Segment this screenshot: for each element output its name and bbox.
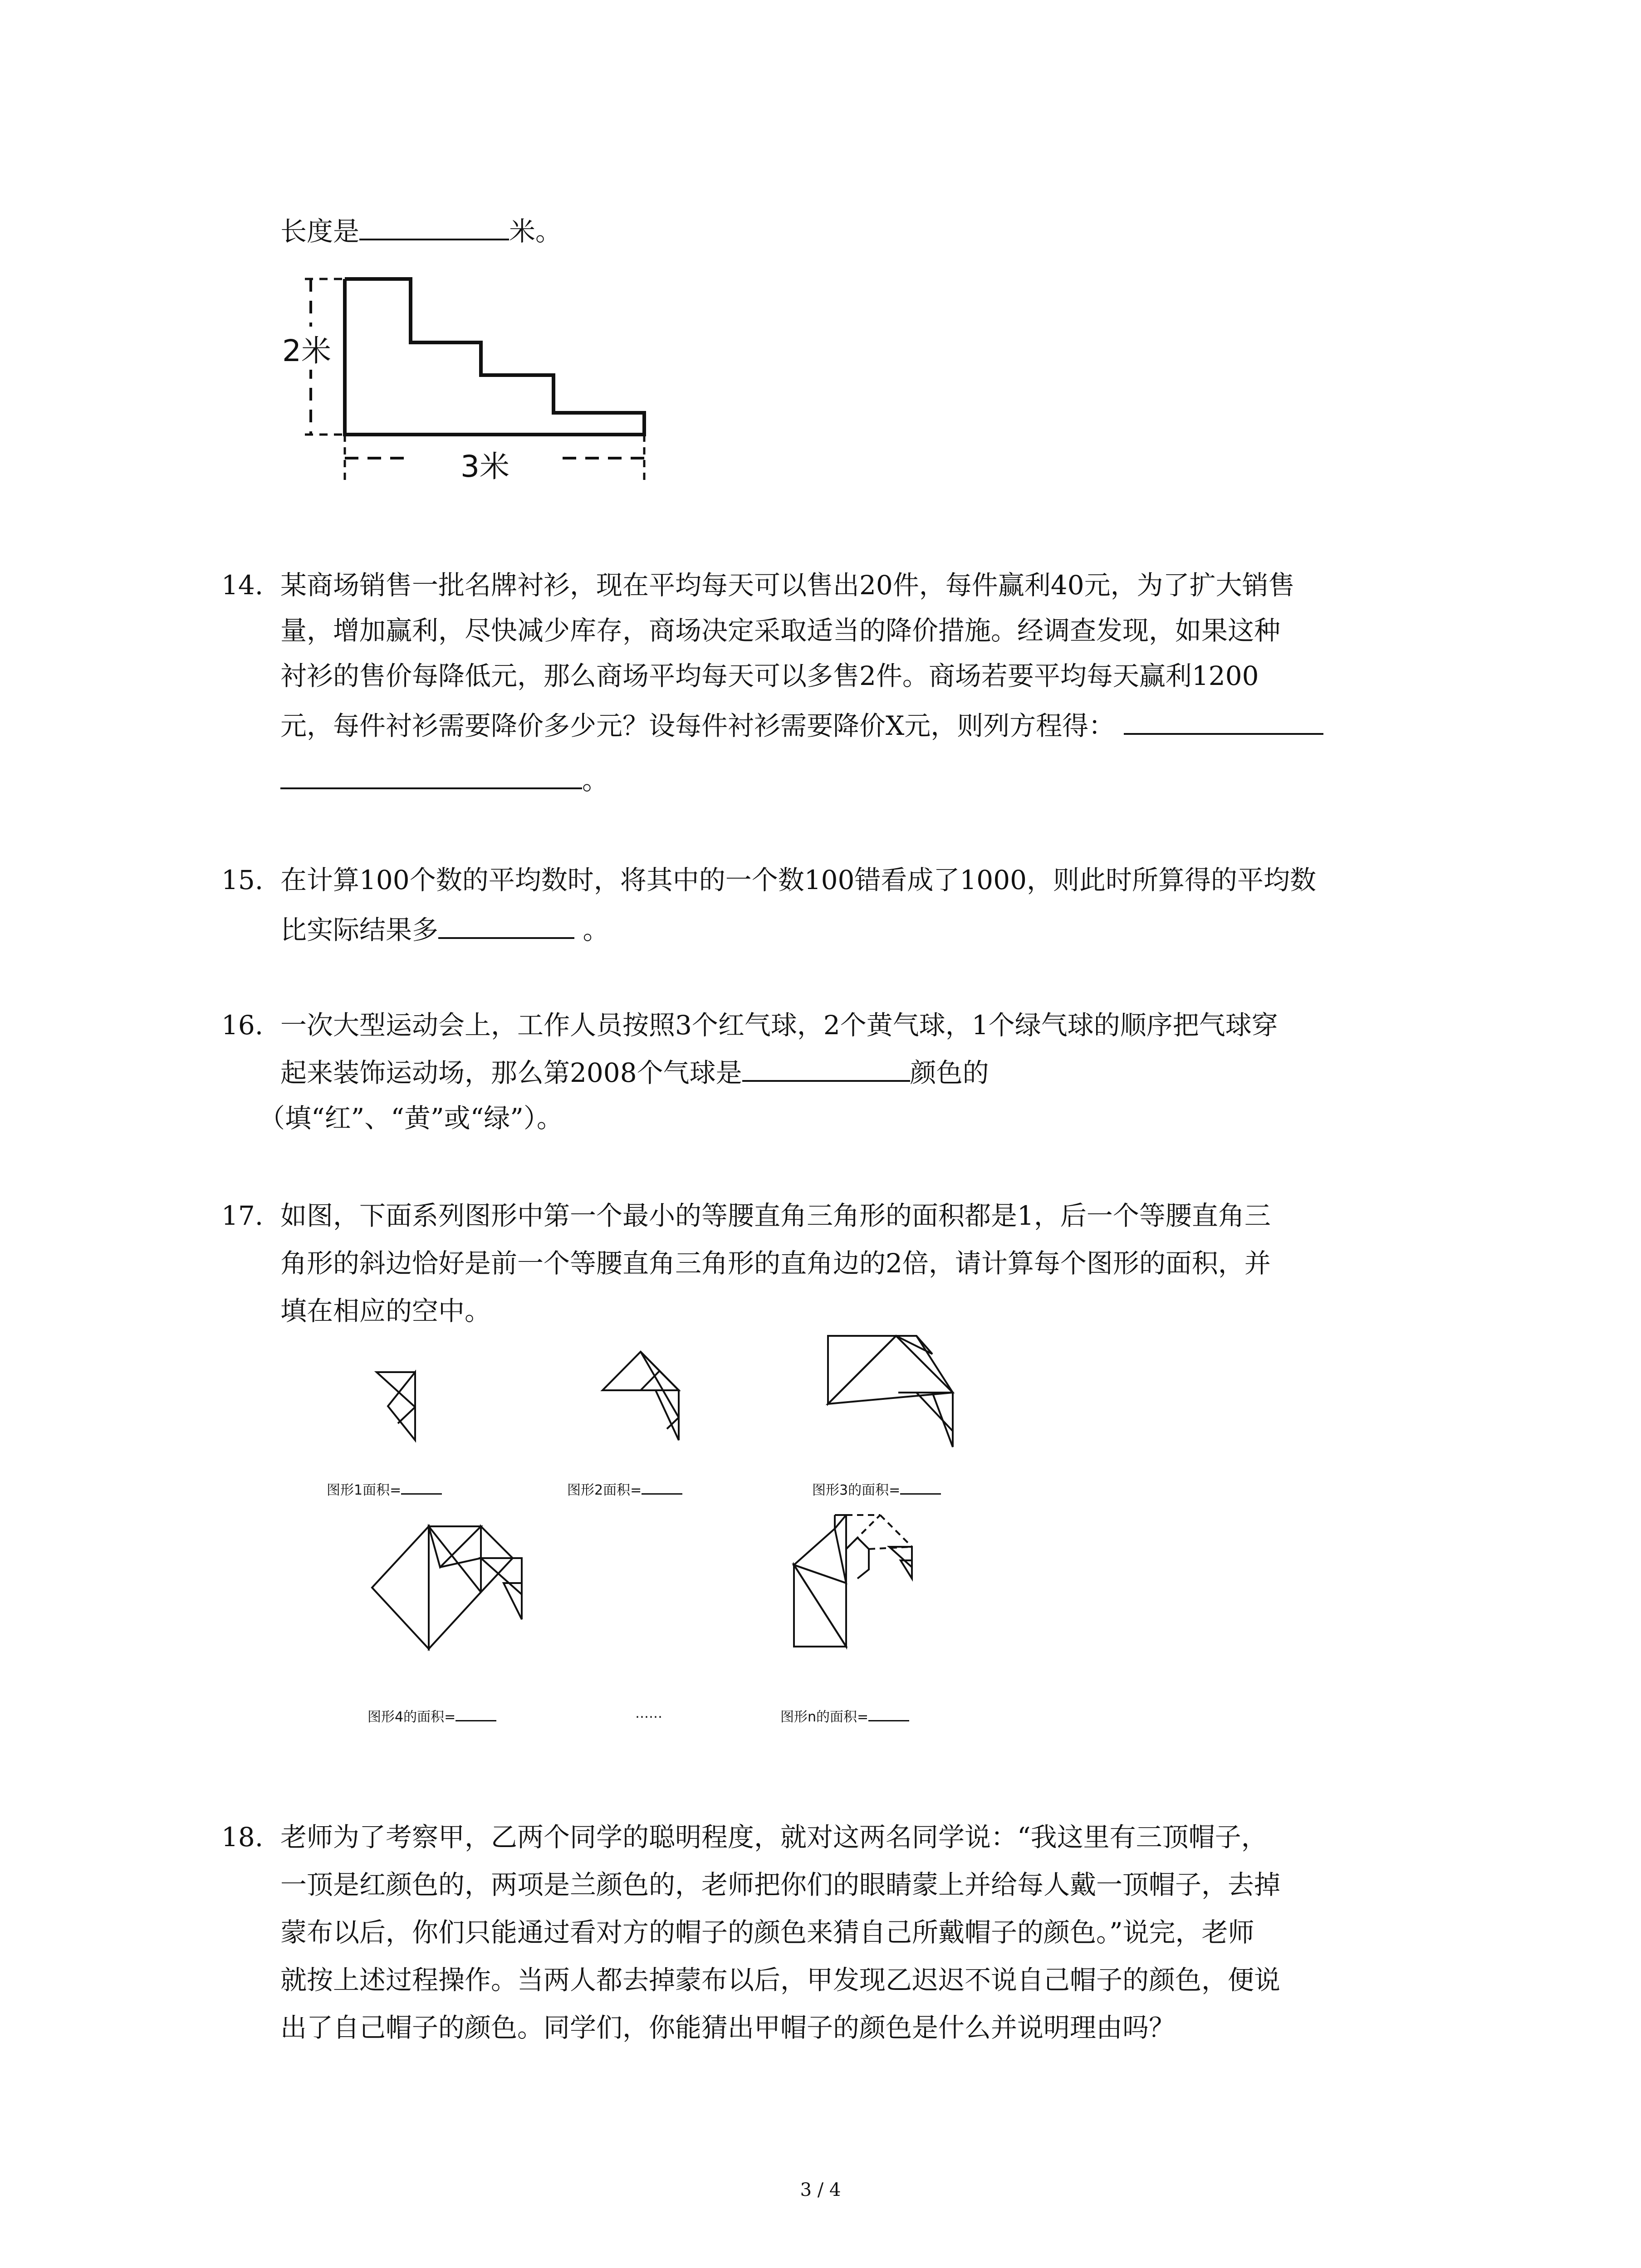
q14-line-3: 衬衫的售价每降低元，那么商场平均每天可以多售2件。商场若要平均每天赢利1200 [280, 660, 1259, 691]
q14-answer-blank-2[interactable] [280, 765, 582, 789]
q14-answer-blank-1[interactable] [1124, 710, 1323, 735]
figure-2-caption-text: 图形2面积= [567, 1482, 642, 1498]
q14-line-4-text: 元，每件衬衫需要降价多少元？设每件衬衫需要降价X元，则列方程得： [280, 710, 1115, 741]
q16-number: 16. [221, 1010, 264, 1041]
staircase-outline [345, 279, 644, 435]
q15-line-1: 在计算100个数的平均数时，将其中的一个数100错看成了1000，则此时所算得的平均数 [280, 865, 1317, 895]
q15-line-2-text: 比实际结果多 [280, 914, 439, 945]
figure-n-blank[interactable] [868, 1707, 909, 1721]
figure-n [789, 1510, 935, 1651]
q16-line-2 [280, 1055, 989, 1091]
figure-1 [372, 1370, 426, 1442]
q13-text-before: 长度是 [280, 216, 360, 247]
q14-end: 。 [582, 765, 609, 796]
q14-line-5 [280, 762, 608, 798]
q13-text-after: 米。 [509, 216, 562, 247]
figure-2-caption [567, 1479, 682, 1499]
q15-end: 。 [583, 914, 609, 945]
figure-4-caption-text: 图形4的面积= [367, 1709, 456, 1725]
figure-n-caption-text: 图形n的面积= [780, 1709, 869, 1725]
figure-2-blank[interactable] [642, 1481, 682, 1495]
figure-1-caption-text: 图形1面积= [327, 1482, 402, 1498]
figure-2 [599, 1349, 690, 1442]
q17-line-3: 填在相应的空中。 [280, 1295, 491, 1326]
figure-4-blank[interactable] [456, 1707, 496, 1721]
figure-3-blank[interactable] [900, 1481, 941, 1495]
figure-3-caption-text: 图形3的面积= [812, 1482, 901, 1498]
q14-line-1: 某商场销售一批名牌衬衫，现在平均每天可以售出20件，每件赢利40元，为了扩大销售 [280, 570, 1295, 601]
figure-1-blank[interactable] [401, 1481, 442, 1495]
page-number: 3 / 4 [800, 2180, 841, 2200]
q16-line-2-end: 颜色的 [910, 1057, 989, 1088]
figure-3 [826, 1331, 962, 1449]
q15-number: 15. [221, 865, 264, 895]
q17-line-2: 角形的斜边恰好是前一个等腰直角三角形的直角边的2倍，请计算每个图形的面积，并 [280, 1248, 1271, 1279]
q15-answer-blank[interactable] [438, 914, 574, 939]
q16-line-1: 一次大型运动会上，工作人员按照3个红气球，2个黄气球，1个绿气球的顺序把气球穿 [280, 1010, 1278, 1041]
figure-n-caption [780, 1706, 909, 1725]
q17-number: 17. [221, 1200, 264, 1231]
figure-ellipsis: …… [635, 1706, 662, 1721]
figure-4 [372, 1524, 526, 1651]
width-label: 3米 [460, 449, 509, 484]
q18-line-3: 蒙布以后，你们只能通过看对方的帽子的颜色来猜自己所戴帽子的颜色。”说完，老师 [280, 1917, 1254, 1948]
q14-line-4 [280, 708, 1323, 744]
figure-1-caption [327, 1479, 442, 1499]
q18-number: 18. [221, 1822, 264, 1853]
q16-line-3: （填“红”、“黄”或“绿”）。 [259, 1103, 563, 1134]
height-label: 2米 [282, 327, 331, 370]
q13-answer-line [280, 213, 562, 249]
q13-answer-blank[interactable] [359, 216, 509, 240]
q15-line-2 [280, 912, 609, 948]
q16-answer-blank[interactable] [742, 1057, 910, 1082]
q18-line-4: 就按上述过程操作。当两人都去掉蒙布以后，甲发现乙迟迟不说自己帽子的颜色，便说 [280, 1965, 1281, 1995]
q17-line-1: 如图，下面系列图形中第一个最小的等腰直角三角形的面积都是1，后一个等腰直角三 [280, 1200, 1271, 1231]
q18-line-2: 一顶是红颜色的，两项是兰颜色的，老师把你们的眼睛蒙上并给每人戴一顶帽子，去掉 [280, 1869, 1281, 1900]
q16-line-2-text: 起来装饰运动场，那么第2008个气球是 [280, 1057, 742, 1088]
q14-number: 14. [221, 570, 264, 601]
figure-3-caption [812, 1479, 941, 1499]
q18-line-5: 出了自己帽子的颜色。同学们，你能猜出甲帽子的颜色是什么并说明理由吗？ [280, 2012, 1176, 2043]
figure-4-caption [367, 1706, 496, 1725]
q14-line-2: 量，增加赢利，尽快减少库存，商场决定采取适当的降价措施。经调查发现，如果这种 [280, 615, 1281, 646]
q18-line-1: 老师为了考察甲，乙两个同学的聪明程度，就对这两名同学说：“我这里有三顶帽子， [280, 1822, 1268, 1853]
